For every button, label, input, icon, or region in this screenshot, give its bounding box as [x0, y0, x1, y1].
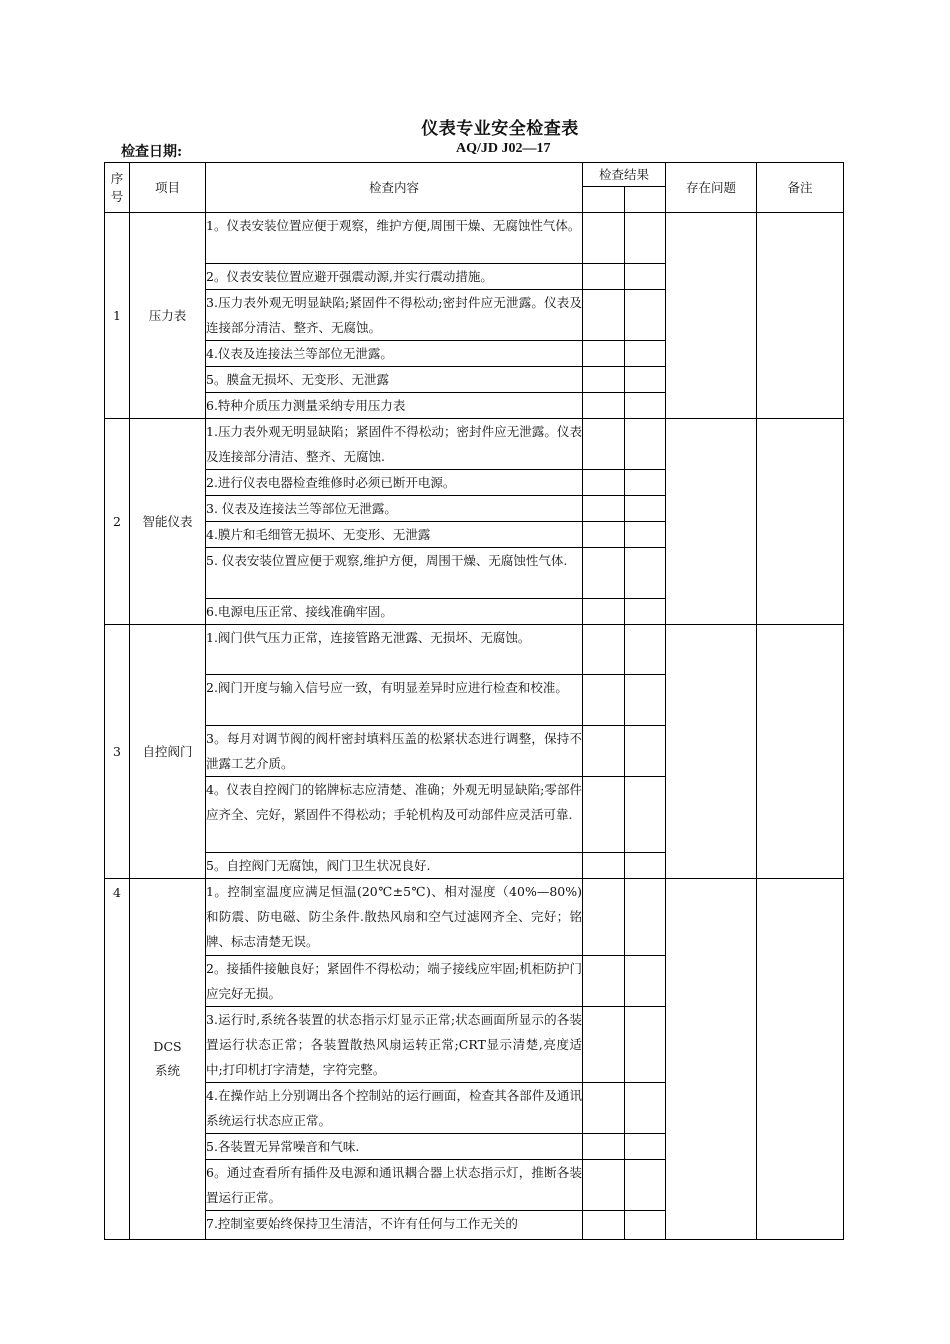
result-cell[interactable] [625, 726, 666, 777]
result-cell[interactable] [583, 1083, 625, 1134]
result-cell[interactable] [625, 625, 666, 675]
header-no: 序号 [105, 163, 130, 213]
check-row: 3.运行时,系统各装置的状态指示灯显示正常;状态画面所显示的各装置运行状态正常；各装置散热风扇运转正常;CRT显示清楚,亮度适中;打印机打字清楚，字符完整。 [206, 1007, 583, 1083]
section-4-no: 4 [105, 879, 130, 1240]
remark-cell[interactable] [757, 879, 844, 1240]
result-cell[interactable] [583, 1160, 625, 1211]
result-cell[interactable] [583, 264, 625, 290]
result-cell[interactable] [583, 419, 625, 470]
result-cell[interactable] [625, 853, 666, 879]
check-row: 4.膜片和毛细管无损坏、无变形、无泄露 [206, 522, 583, 548]
result-cell[interactable] [583, 496, 625, 522]
check-row: 3.压力表外观无明显缺陷;紧固件不得松动;密封件应无泄露。仪表及连接部分清洁、整齐、无腐蚀。 [206, 290, 583, 341]
result-cell[interactable] [625, 264, 666, 290]
check-row: 6。通过查看所有插件及电源和通讯耦合器上状态指示灯，推断各装置运行正常。 [206, 1160, 583, 1211]
header-issue: 存在问题 [666, 163, 757, 213]
check-row: 5。自控阀门无腐蚀，阀门卫生状况良好. [206, 853, 583, 879]
remark-cell[interactable] [757, 213, 844, 419]
remark-cell[interactable] [757, 419, 844, 625]
result-cell[interactable] [583, 367, 625, 393]
check-row: 1。控制室温度应满足恒温(20℃±5℃)、相对湿度（40%—80%)和防震、防电磁、防尘条件.散热风扇和空气过滤网齐全、完好；铭牌、标志清楚无误。 [206, 879, 583, 956]
result-cell[interactable] [625, 341, 666, 367]
result-cell[interactable] [583, 777, 625, 853]
issue-cell[interactable] [666, 213, 757, 419]
section-2-no: 2 [105, 419, 130, 625]
header-item: 项目 [130, 163, 206, 213]
result-cell[interactable] [625, 290, 666, 341]
result-cell[interactable] [625, 496, 666, 522]
result-cell[interactable] [625, 213, 666, 264]
inspection-table [104, 162, 844, 1240]
remark-cell[interactable] [757, 625, 844, 879]
section-1-item: 压力表 [130, 213, 206, 419]
check-row: 3。每月对调节阀的阀杆密封填料压盖的松紧状态进行调整，保持不泄露工艺介质。 [206, 726, 583, 777]
result-cell[interactable] [625, 470, 666, 496]
result-cell[interactable] [583, 726, 625, 777]
check-row: 4.在操作站上分别调出各个控制站的运行画面，检查其各部件及通讯系统运行状态应正常。 [206, 1083, 583, 1134]
issue-cell[interactable] [666, 419, 757, 625]
result-col-b[interactable] [625, 187, 666, 213]
result-cell[interactable] [625, 956, 666, 1007]
result-cell[interactable] [583, 393, 625, 419]
result-cell[interactable] [583, 1211, 625, 1240]
result-cell[interactable] [625, 879, 666, 956]
result-cell[interactable] [625, 777, 666, 853]
check-row: 5.各装置无异常噪音和气味. [206, 1134, 583, 1160]
issue-cell[interactable] [666, 879, 757, 1240]
result-cell[interactable] [583, 1007, 625, 1083]
result-cell[interactable] [583, 956, 625, 1007]
result-cell[interactable] [625, 548, 666, 599]
result-cell[interactable] [583, 599, 625, 625]
result-cell[interactable] [583, 853, 625, 879]
result-cell[interactable] [583, 341, 625, 367]
check-row: 5。膜盒无损坏、无变形、无泄露 [206, 367, 583, 393]
header-remark: 备注 [757, 163, 844, 213]
result-cell[interactable] [583, 548, 625, 599]
check-row: 2。仪表安装位置应避开强震动源,并实行震动措施。 [206, 264, 583, 290]
result-cell[interactable] [583, 290, 625, 341]
result-cell[interactable] [625, 522, 666, 548]
check-row: 6.特种介质压力测量采纳专用压力表 [206, 393, 583, 419]
section-2-item: 智能仪表 [130, 419, 206, 625]
check-row: 4。仪表自控阀门的铭牌标志应清楚、准确；外观无明显缺陷;零部件应齐全、完好，紧固件不得松动；手轮机构及可动部件应灵活可靠. [206, 777, 583, 853]
check-row: 1.阀门供气压力正常，连接管路无泄露、无损坏、无腐蚀。 [206, 625, 583, 675]
check-date-label: 检查日期: [121, 144, 183, 160]
result-cell[interactable] [625, 367, 666, 393]
page-title: 仪表专业安全检查表 [421, 119, 579, 139]
result-cell[interactable] [583, 522, 625, 548]
result-cell[interactable] [625, 393, 666, 419]
section-4-item [130, 879, 206, 1240]
result-cell[interactable] [583, 470, 625, 496]
result-cell[interactable] [625, 1083, 666, 1134]
result-cell[interactable] [625, 1160, 666, 1211]
section-4-item-line2: 系统 [154, 1063, 180, 1078]
result-cell[interactable] [583, 625, 625, 675]
check-row: 1.压力表外观无明显缺陷；紧固件不得松动；密封件应无泄露。仪表及连接部分清洁、整齐、无腐蚀. [206, 419, 583, 470]
result-cell[interactable] [583, 213, 625, 264]
check-row: 2.进行仪表电器检查维修时必须已断开电源。 [206, 470, 583, 496]
section-3-no: 3 [105, 625, 130, 879]
result-cell[interactable] [625, 1134, 666, 1160]
header-result: 检查结果 [583, 163, 666, 187]
result-cell[interactable] [625, 675, 666, 726]
result-cell[interactable] [625, 599, 666, 625]
result-cell[interactable] [625, 1211, 666, 1240]
check-row: 6.电源电压正常、接线准确牢固。 [206, 599, 583, 625]
result-cell[interactable] [583, 675, 625, 726]
document-code: AQ/JD J02—17 [456, 141, 551, 156]
section-4-item-line1: DCS [153, 1039, 182, 1054]
check-row: 5. 仪表安装位置应便于观察,维护方便，周围干燥、无腐蚀性气体. [206, 548, 583, 599]
check-row: 1。仪表安装位置应便于观察，维护方便,周围干燥、无腐蚀性气体。 [206, 213, 583, 264]
section-1-no: 1 [105, 213, 130, 419]
check-row: 4.仪表及连接法兰等部位无泄露。 [206, 341, 583, 367]
result-cell[interactable] [583, 879, 625, 956]
issue-cell[interactable] [666, 625, 757, 879]
check-row: 7.控制室要始终保持卫生清洁，不许有任何与工作无关的 [206, 1211, 583, 1240]
check-row: 2。接插件接触良好；紧固件不得松动；端子接线应牢固;机柜防护门应完好无损。 [206, 956, 583, 1007]
section-3-item: 自控阀门 [130, 625, 206, 879]
check-row: 2.阀门开度与输入信号应一致，有明显差异时应进行检查和校准。 [206, 675, 583, 726]
check-row: 3. 仪表及连接法兰等部位无泄露。 [206, 496, 583, 522]
result-col-a[interactable] [583, 187, 625, 213]
result-cell[interactable] [625, 419, 666, 470]
result-cell[interactable] [583, 1134, 625, 1160]
header-content: 检查内容 [206, 163, 583, 213]
result-cell[interactable] [625, 1007, 666, 1083]
